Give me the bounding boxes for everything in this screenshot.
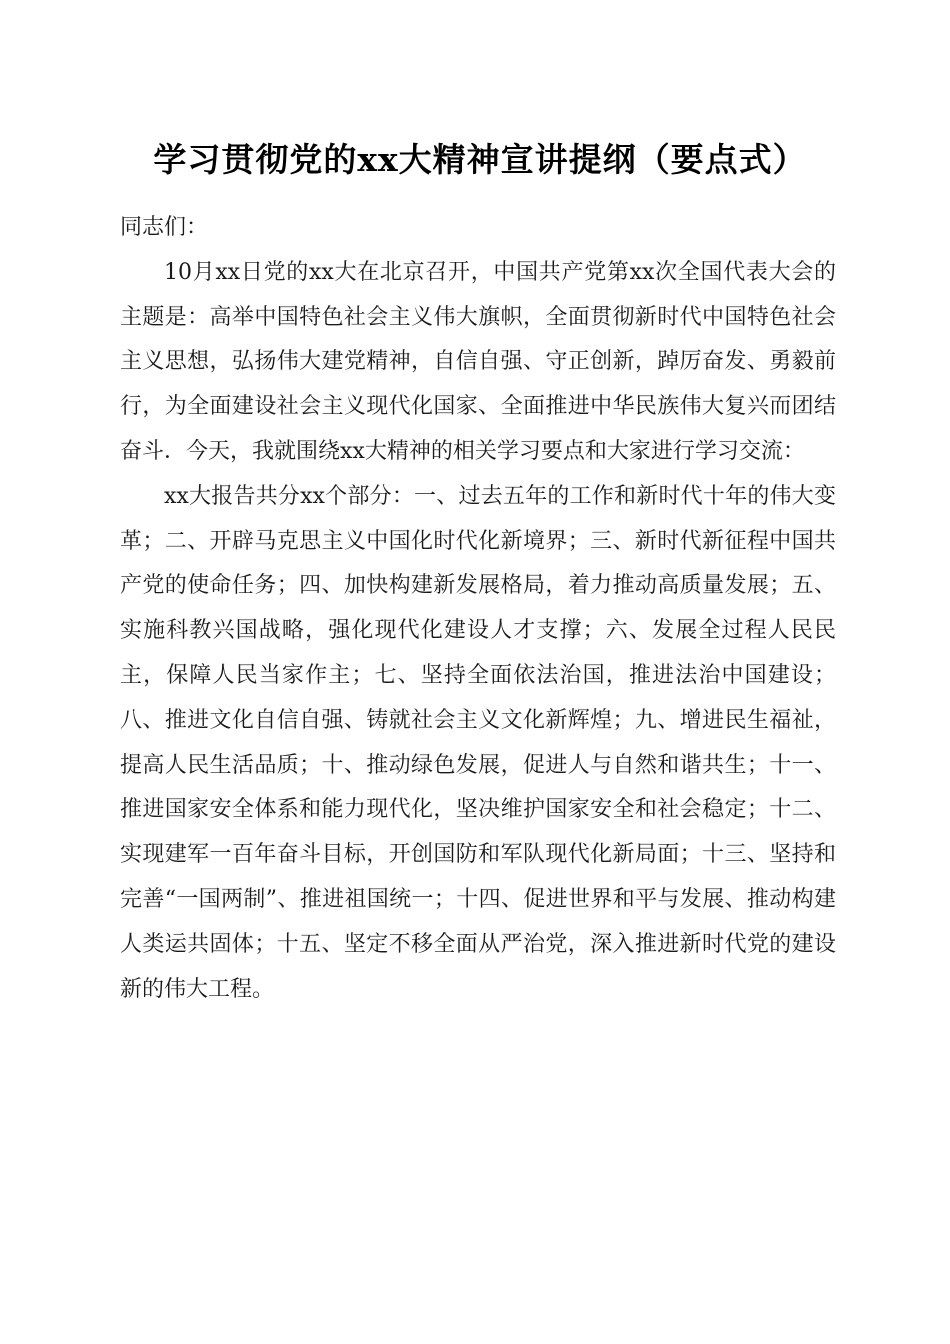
paragraph-report-outline: xx大报告共分xx个部分：一、过去五年的工作和新时代十年的伟大变革；二、开辟马克思主义中国化时代化新境界；三、新时代新征程中国共产党的使命任务；四、加快构建新发展格局，着力推动高质量发展；五、实施科教兴国战略，强化现代化建设人才支撑；六、发展全过程人民民主，保障人民当家作主；七、坚持全面依法治国，推进法治中国建设；八、推进文化自信自强、铸就社会主义文化新辉煌；九、增进民生福祉，提高人民生活品质；十、推动绿色发展，促进人与自然和谐共生；十一、推进国家安全体系和能力现代化，坚决维护国家安全和社会稳定；十二、实现建军一百年奋斗目标，开创国防和军队现代化新局面；十三、坚持和完善“一国两制”、推进祖国统一；十四、促进世界和平与发展、推动构建人类运共固体；十五、坚定不移全面从严治党，深入推进新时代党的建设新的伟大工程。 (120, 483, 836, 1002)
document-body (120, 206, 836, 1012)
document-title: 学习贯彻党的xx大精神宣讲提纲（要点式） (153, 140, 807, 179)
paragraph-intro: 10月xx日党的xx大在北京召开，中国共产党第xx次全国代表大会的主题是：高举中国特色社会主义伟大旗帜，全面贯彻新时代中国特色社会主义思想，弘扬伟大建党精神，自信自强、守正创新，踔厉奋发、勇毅前行，为全面建设社会主义现代化国家、全面推进中华民族伟大复兴而团结奋斗．今天，我就围绕xx大精神的相关学习要点和大家进行学习交流： (120, 259, 836, 464)
greeting: 同志们： (120, 215, 209, 240)
